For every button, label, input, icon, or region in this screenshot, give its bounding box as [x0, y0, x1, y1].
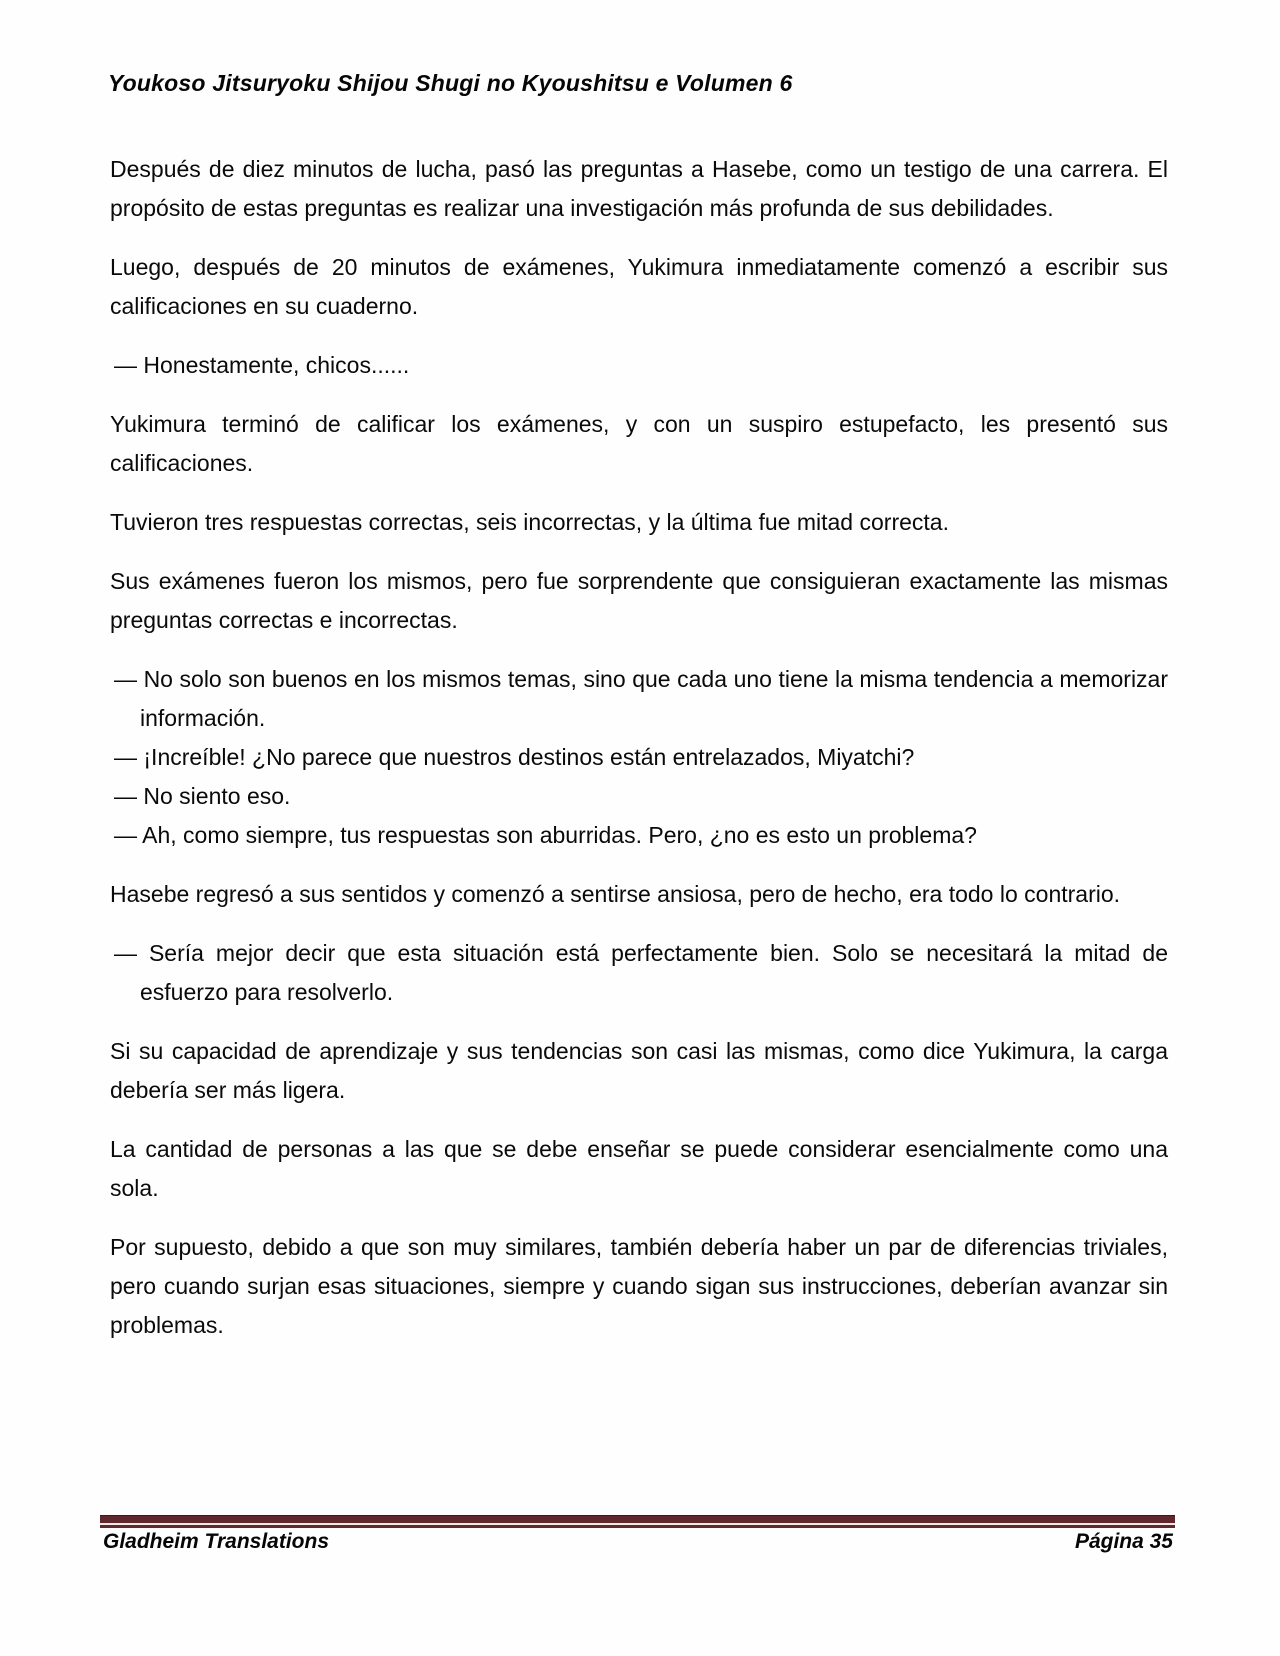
page-body [110, 150, 1168, 1365]
dialogue-line: — No siento eso. [114, 783, 291, 809]
page-header-title: Youkoso Jitsuryoku Shijou Shugi no Kyoushitsu e Volumen 6 [108, 70, 793, 96]
footer-divider [100, 1515, 1175, 1528]
paragraph: Hasebe regresó a sus sentidos y comenzó a sentirse ansiosa, pero de hecho, era todo lo contrario. [110, 881, 1121, 907]
footer-divider-thick-bar [100, 1515, 1175, 1523]
dialogue-line: — Sería mejor decir que esta situación está perfectamente bien. Solo se necesitará la mitad de esfuerzo para resolverlo. [114, 940, 1168, 1005]
translator-credit: Gladheim Translations [103, 1530, 330, 1553]
dialogue-line: — Ah, como siempre, tus respuestas son aburridas. Pero, ¿no es esto un problema? [114, 822, 977, 848]
paragraph: Sus exámenes fueron los mismos, pero fue sorprendente que consiguieran exactamente las mismas preguntas correctas e incorrectas. [110, 568, 1168, 633]
dialogue-line: — ¡Increíble! ¿No parece que nuestros destinos están entrelazados, Miyatchi? [114, 744, 915, 770]
paragraph: Si su capacidad de aprendizaje y sus tendencias son casi las mismas, como dice Yukimura, la carga debería ser más ligera. [110, 1038, 1168, 1103]
paragraph: Tuvieron tres respuestas correctas, seis incorrectas, y la última fue mitad correcta. [110, 509, 949, 535]
paragraph: Por supuesto, debido a que son muy similares, también debería haber un par de diferencias triviales, pero cuando surjan esas situaciones, siempre y cuando sigan sus instrucciones, deberían avanzar sin problemas. [110, 1234, 1168, 1338]
dialogue-line: — Honestamente, chicos...... [114, 352, 410, 378]
paragraph: Después de diez minutos de lucha, pasó las preguntas a Hasebe, como un testigo de una carrera. El propósito de estas preguntas es realizar una investigación más profunda de sus debilidades. [110, 156, 1168, 221]
page-number: Página 35 [1074, 1530, 1173, 1553]
footer-divider-thin-bar [100, 1525, 1175, 1528]
paragraph: Yukimura terminó de calificar los exámenes, y con un suspiro estupefacto, les presentó sus calificaciones. [110, 411, 1168, 476]
page-footer [103, 1530, 1173, 1554]
paragraph: Luego, después de 20 minutos de exámenes, Yukimura inmediatamente comenzó a escribir sus calificaciones en su cuaderno. [110, 254, 1168, 319]
dialogue-group [110, 660, 1168, 855]
paragraph: La cantidad de personas a las que se debe enseñar se puede considerar esencialmente como una sola. [110, 1136, 1168, 1201]
dialogue-line: — No solo son buenos en los mismos temas, sino que cada uno tiene la misma tendencia a memorizar información. [114, 666, 1168, 731]
